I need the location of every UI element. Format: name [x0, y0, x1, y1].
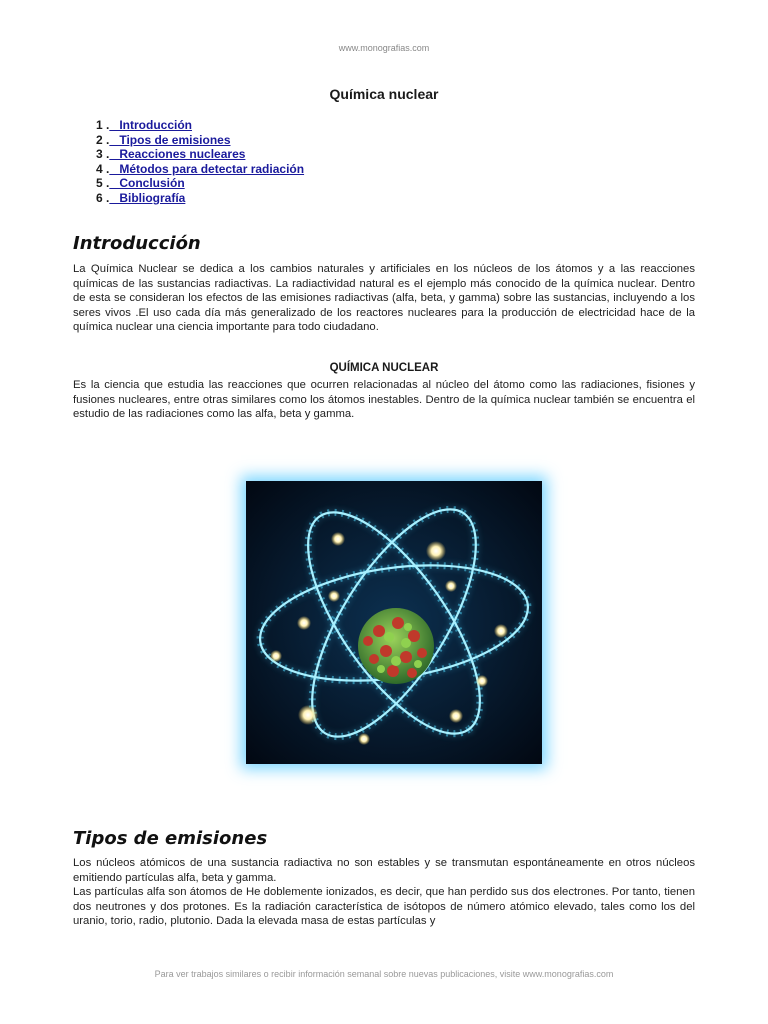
emisiones-paragraph-1: Los núcleos atómicos de una sustancia radiactiva no son estables y se transmutan espontáneamente en otros núcleos emitiendo partículas alfa, beta y gamma.: [73, 857, 695, 884]
atom-image: [246, 481, 542, 764]
toc-item: [96, 162, 304, 177]
toc-link-bibliografia[interactable]: Bibliografía: [109, 190, 186, 205]
toc-number: 2 .: [96, 132, 110, 147]
header-url: www.monografias.com: [338, 43, 430, 53]
section-heading-introduccion: Introducción: [73, 233, 201, 254]
toc-link-metodos-detectar-radiacion[interactable]: Métodos para detectar radiación: [109, 161, 305, 176]
toc-number: 3 .: [96, 147, 110, 162]
toc-number: 6 .: [96, 190, 110, 205]
toc-number: 1 .: [96, 118, 110, 132]
definition-paragraph: Es la ciencia que estudia las reacciones que ocurren relacionadas al núcleo del átomo como las radiaciones, fisiones y fusiones nucleares, entre otras similares como los átomos inestables. Dentro de la química nuclear también se encuentra el estudio de las radiaciones como las alfa, beta y gamma.: [73, 379, 695, 421]
quimica-nuclear-subheading: QUÍMICA NUCLEAR: [329, 362, 439, 374]
toc-number: 5 .: [96, 176, 110, 191]
toc-item: [96, 118, 304, 133]
table-of-contents: [96, 118, 304, 206]
toc-item: [96, 176, 304, 191]
toc-link-conclusion[interactable]: Conclusión: [109, 176, 185, 191]
toc-item: [96, 191, 304, 206]
intro-paragraph: La Química Nuclear se dedica a los cambios naturales y artificiales en los núcleos de los átomos y a las reacciones químicas de las sustancias radiactivas. La radiactividad natural es el ejemplo más conocido de la química nuclear. Dentro de esta se consideran los efectos de las emisiones radiactivas (alfa, beta, y gamma) sobre las sustancias, incluyendo a los seres vivos .El uso cada día más generalizado de los reactores nucleares para la producción de electricidad hace de la química nuclear una ciencia importante para todo ciudadano.: [73, 263, 695, 334]
toc-item: [96, 133, 304, 148]
nucleus: [358, 608, 434, 684]
toc-number: 4 .: [96, 161, 110, 176]
section-heading-tipos-de-emisiones: Tipos de emisiones: [73, 828, 268, 849]
emisiones-paragraph-2: Las partículas alfa son átomos de He doblemente ionizados, es decir, que han perdido sus dos electrones. Por tanto, tienen dos neutrones y dos protones. Es la radiación característica de isótopos de número atómico elevado, tales como los del uranio, torio, radio, plutonio. Dada la elevada masa de estas partículas y: [73, 886, 695, 928]
toc-link-reacciones-nucleares[interactable]: Reacciones nucleares: [109, 147, 246, 162]
atom-illustration: [246, 481, 542, 764]
document-title: Química nuclear: [329, 86, 439, 102]
toc-link-tipos-de-emisiones[interactable]: Tipos de emisiones: [109, 132, 231, 147]
toc-link-introduccion[interactable]: Introducción: [109, 118, 193, 132]
toc-item: [96, 147, 304, 162]
footer-note: Para ver trabajos similares o recibir información semanal sobre nuevas publicaciones, visite www.monografias.com: [154, 969, 614, 979]
